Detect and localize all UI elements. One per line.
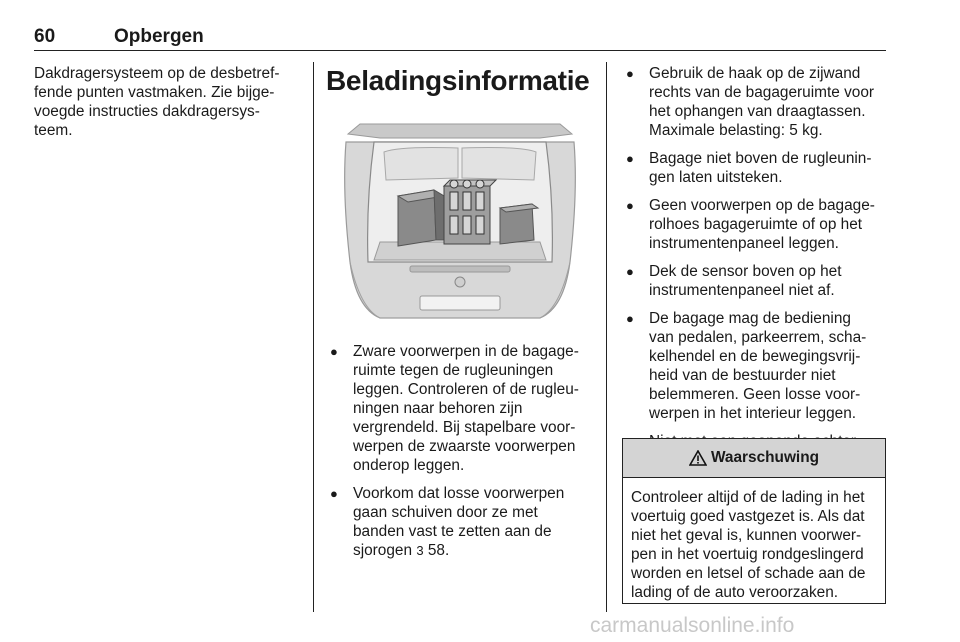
text-line: instrumentenpaneel niet af.: [649, 282, 835, 299]
text-line: niet het geval is, kunnen voorwer-: [631, 527, 862, 544]
text-line: werpen de zwaarste voorwerpen: [353, 438, 576, 455]
text-line: Bagage niet boven de rugleunin-: [649, 150, 872, 167]
text-line: ningen naar behoren zijn: [353, 400, 523, 417]
text-line: Voorkom dat losse voorwerpen: [353, 485, 565, 502]
warning-triangle-icon: [689, 450, 707, 466]
text-line: Gebruik de haak op de zijwand: [649, 65, 861, 82]
text-line: voegde instructies dakdragersys-: [34, 103, 260, 120]
warning-box: [622, 438, 886, 604]
text-line: rechts van de bagageruimte voor: [649, 84, 875, 101]
text-line: pen in het voertuig rondgeslingerd: [631, 546, 864, 563]
text-line: voertuig goed vastgezet is. Als dat: [631, 508, 865, 525]
text-line: gaan schuiven door ze met: [353, 504, 538, 521]
list-item: [326, 484, 579, 560]
car-trunk-image: [340, 112, 580, 334]
list-item: [622, 262, 888, 300]
bullet-icon: ●: [626, 264, 634, 279]
page-reference-arrow-icon: 3: [416, 543, 424, 558]
bullet-icon: ●: [626, 66, 634, 81]
list-item: [622, 196, 888, 253]
page-header: [34, 22, 886, 51]
bullet-icon: ●: [330, 344, 338, 359]
text-line: belemmeren. Geen losse voor-: [649, 386, 861, 403]
trunk-loading-illustration: [340, 112, 580, 334]
text-line: het ophangen van draagtassen.: [649, 103, 866, 120]
text-line: [353, 541, 579, 560]
loading-info-column: [326, 64, 590, 559]
section-title: Beladingsinformatie: [326, 65, 590, 96]
text-line: leggen. Controleren of de rugleu-: [353, 381, 579, 398]
text-line: Dek de sensor boven op het: [649, 263, 842, 280]
warning-header: [623, 439, 885, 478]
text-line: De bagage mag de bediening: [649, 310, 851, 327]
text-line: gen laten uitsteken.: [649, 169, 783, 186]
watermark: carmanualsonline.info: [590, 614, 795, 637]
text-line: vergrendeld. Bij stapelbare voor-: [353, 419, 576, 436]
roof-rack-paragraph: [34, 64, 292, 140]
text-line: rolhoes bagageruimte of op het: [649, 216, 863, 233]
page-number: 60: [34, 26, 56, 47]
text-line: Controleer altijd of de lading in het: [631, 489, 865, 506]
text-line: heid van de bestuurder niet: [649, 367, 836, 384]
page-reference-link[interactable]: 58.: [427, 542, 450, 559]
text-line: onderop leggen.: [353, 457, 465, 474]
text-line: werpen in het interieur leggen.: [649, 405, 857, 422]
bullet-icon: ●: [330, 486, 338, 501]
text-line: teem.: [34, 122, 73, 139]
text-fragment: sjorogen: [353, 542, 413, 559]
loading-tips-column: [622, 64, 888, 479]
tips-bullet-list: [622, 64, 888, 470]
text-line: lading of de auto veroorzaken.: [631, 584, 839, 601]
list-item: [622, 149, 888, 187]
text-line: worden en letsel of schade aan de: [631, 565, 866, 582]
bullet-icon: ●: [626, 151, 634, 166]
bullet-icon: ●: [626, 198, 634, 213]
column-divider-2: [606, 62, 607, 612]
text-line: instrumentenpaneel leggen.: [649, 235, 839, 252]
text-line: kelhendel en de bewegingsvrij-: [649, 348, 861, 365]
text-line: Geen voorwerpen op de bagage-: [649, 197, 875, 214]
text-line: van pedalen, parkeerrem, scha-: [649, 329, 867, 346]
text-line: Maximale belasting: 5 kg.: [649, 122, 823, 139]
text-line: Dakdragersysteem op de desbetref-: [34, 65, 280, 82]
page-title: Opbergen: [114, 26, 204, 47]
text-line: banden vast te zetten aan de: [353, 523, 552, 540]
list-item: [622, 309, 888, 423]
warning-title: Waarschuwing: [710, 449, 820, 466]
text-line: fende punten vastmaken. Zie bijge-: [34, 84, 275, 101]
list-item: [326, 342, 579, 475]
column-divider-1: [313, 62, 314, 612]
warning-text: [623, 478, 885, 602]
text-line: Zware voorwerpen in de bagage-: [353, 343, 579, 360]
text-line: ruimte tegen de rugleuningen: [353, 362, 554, 379]
bullet-icon: ●: [626, 311, 634, 326]
loading-bullet-list: [326, 342, 579, 569]
list-item: [622, 64, 888, 140]
